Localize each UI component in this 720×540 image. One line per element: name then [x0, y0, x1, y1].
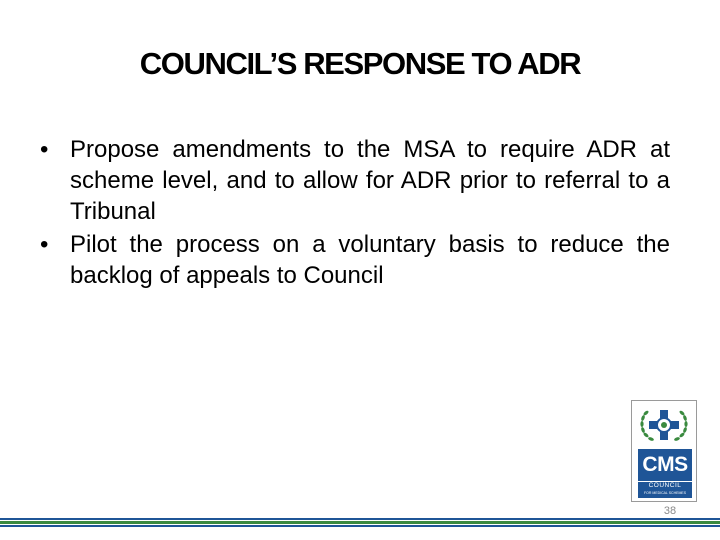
- laurel-cross-emblem-icon: [632, 401, 696, 449]
- bullet-marker: •: [40, 136, 49, 163]
- bullet-list: [40, 134, 670, 293]
- logo-acronym: CMS: [638, 449, 692, 481]
- bullet-text: Pilot the process on a voluntary basis to reduce the backlog of appeals to Council: [70, 231, 670, 289]
- logo-council-text: COUNCIL: [648, 482, 682, 489]
- bullet-item: [40, 229, 670, 291]
- page-number: 38: [663, 505, 677, 517]
- logo-sciences-text: FOR MEDICAL SCHEMES: [643, 491, 687, 495]
- bullet-marker: •: [40, 231, 49, 258]
- logo-subtitle: [638, 482, 692, 498]
- cms-logo: [631, 400, 697, 502]
- bullet-item: [40, 134, 670, 227]
- footer-divider: [0, 518, 720, 528]
- bullet-text: Propose amendments to the MSA to require ADR at scheme level, and to allow for ADR prior to referral to a Tribunal: [70, 136, 670, 225]
- slide-title: COUNCIL’S RESPONSE TO ADR: [139, 46, 581, 81]
